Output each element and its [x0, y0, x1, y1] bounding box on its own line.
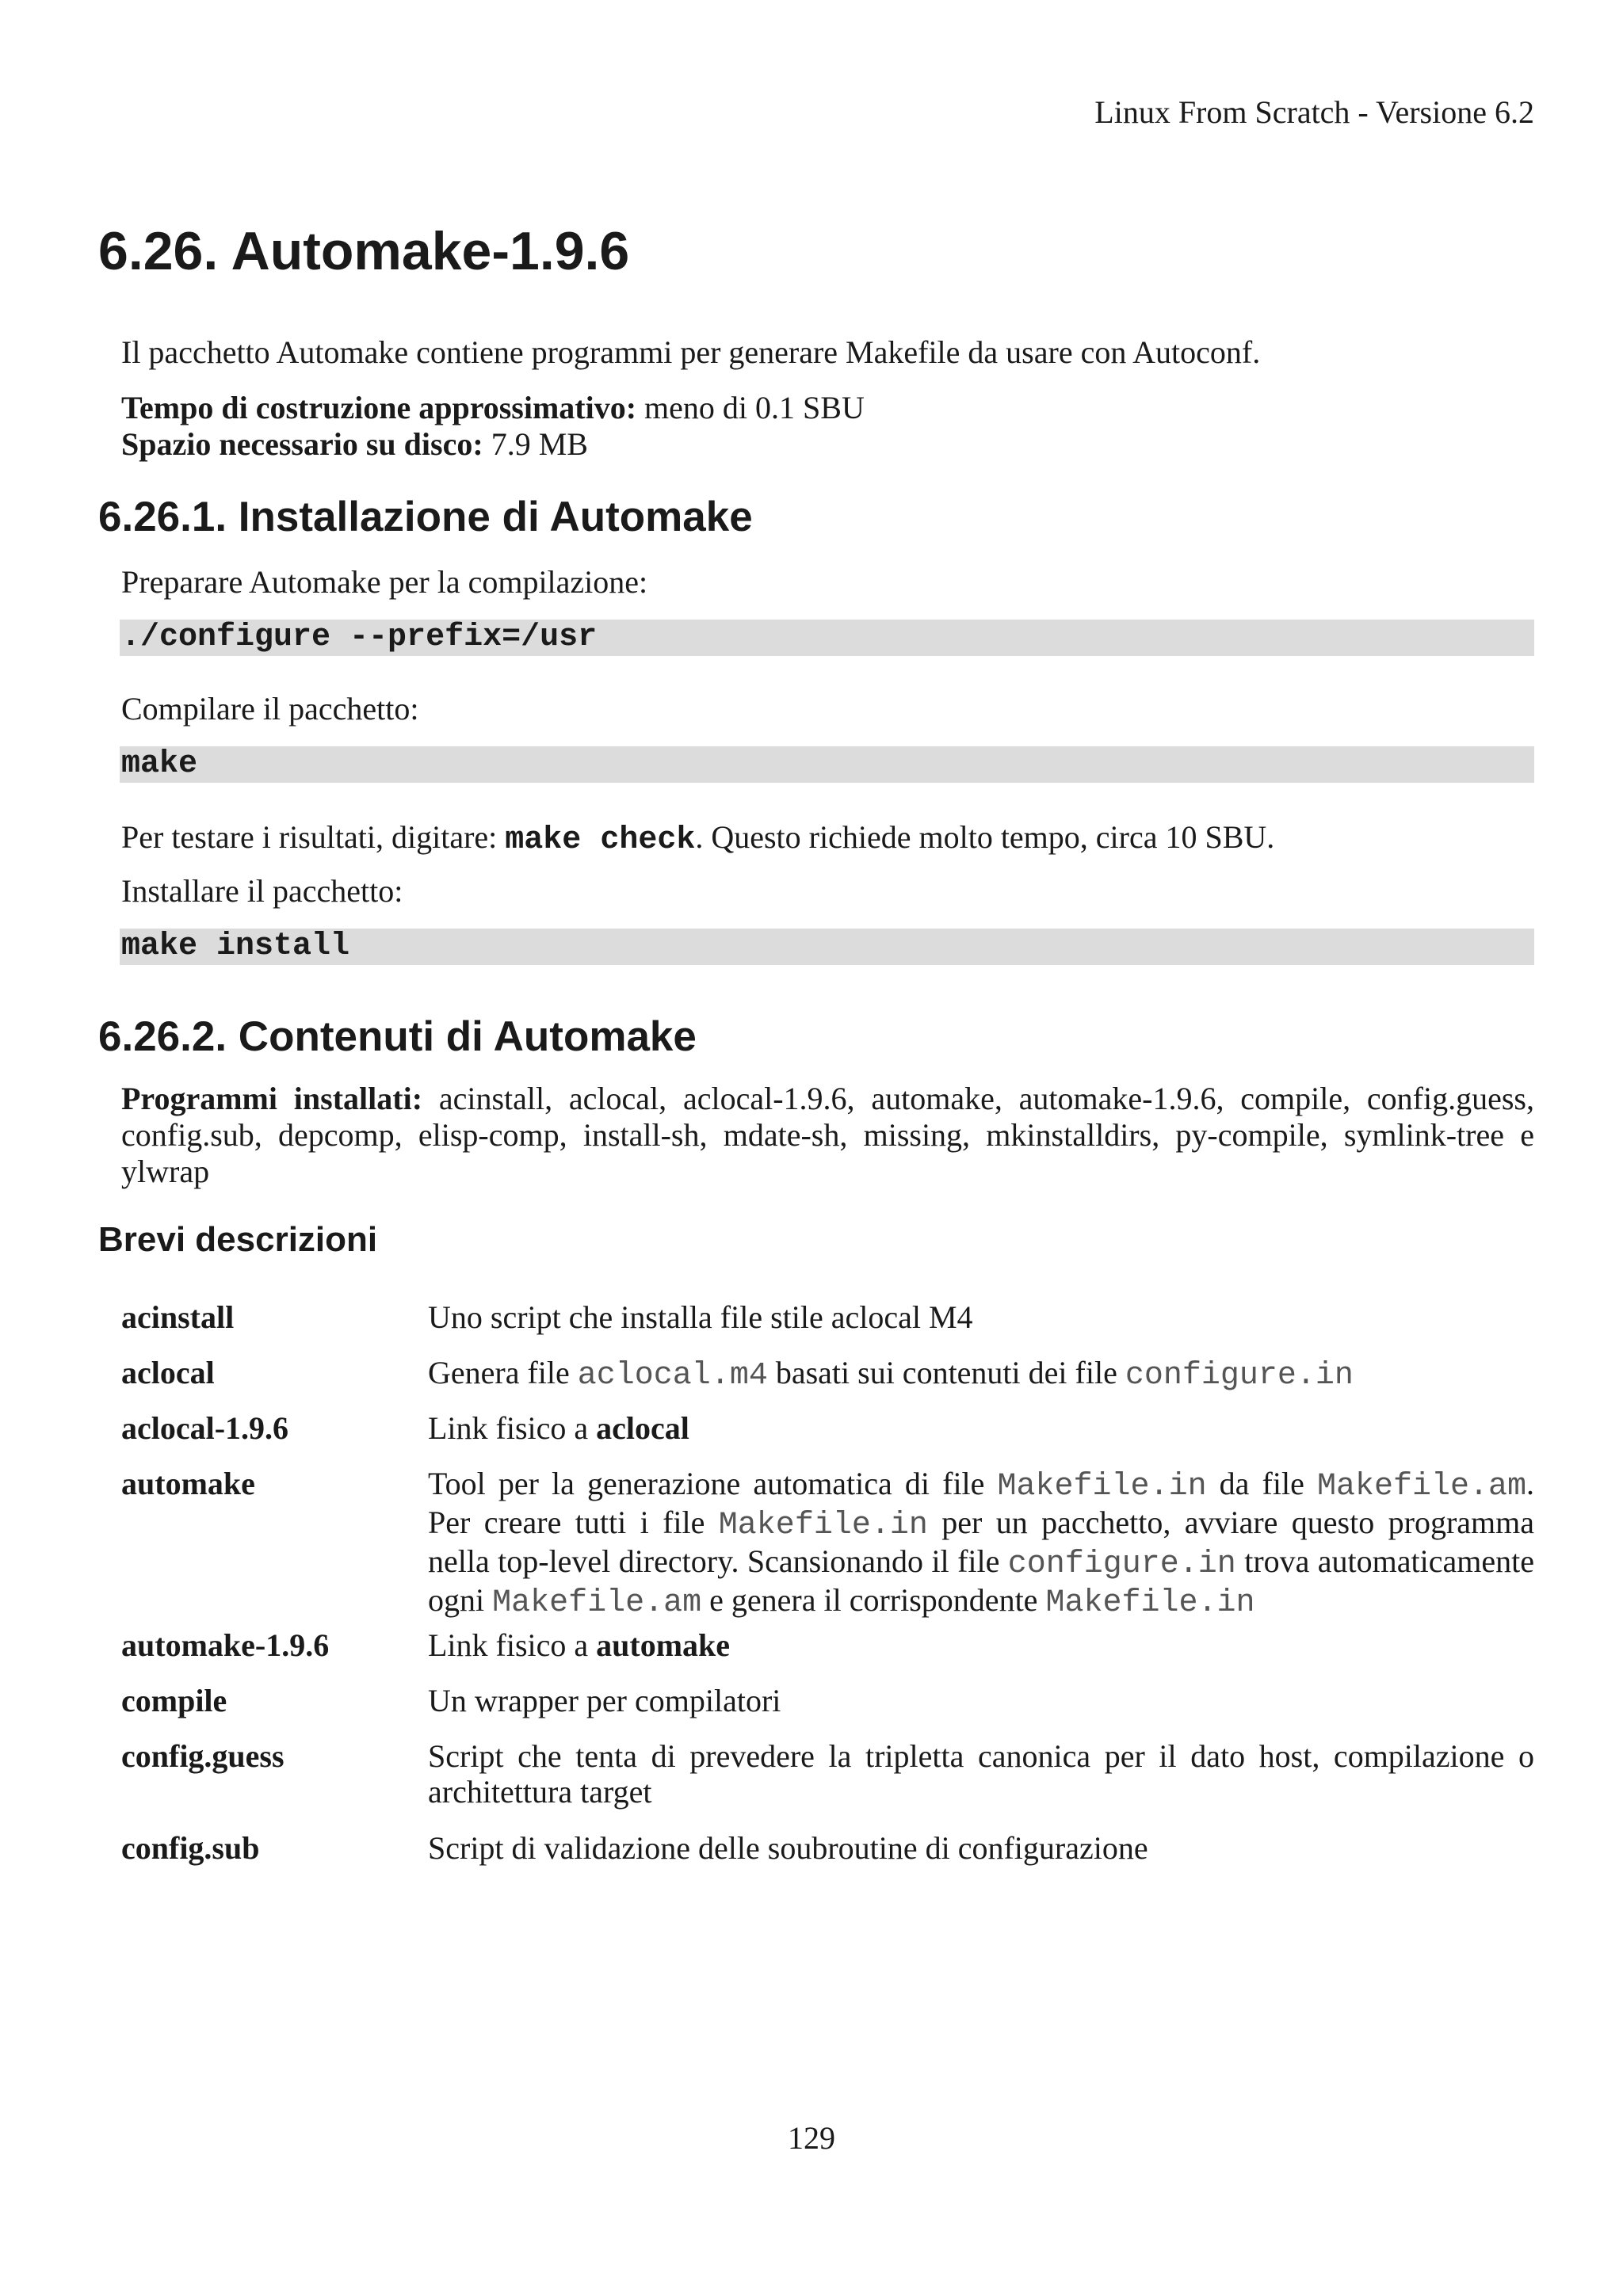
desc-text: per un pacchetto, avviare questo programma nella top-level directory. Scansionando il file [428, 1505, 1534, 1579]
desc-text: Tool per la generazione automatica di file [428, 1466, 998, 1501]
desc-text: basati sui contenuti dei file [767, 1355, 1125, 1390]
intro-description: Il pacchetto Automake contiene programmi per generare Makefile da usare con Autoconf. [121, 334, 1261, 370]
page-number: 129 [788, 2120, 835, 2156]
desc-text: Genera file [428, 1355, 578, 1390]
programs-label: Programmi installati: [121, 1081, 423, 1116]
desc-bold: automake [596, 1627, 731, 1663]
desc-def [428, 1355, 1534, 1394]
desc-term: acinstall [121, 1299, 235, 1335]
desc-term: automake-1.9.6 [121, 1627, 330, 1663]
desc-code: configure.in [1125, 1358, 1354, 1394]
build-time-value: meno di 0.1 SBU [636, 390, 865, 425]
test-text-after: . Questo richiede molto tempo, circa 10 SBU. [695, 819, 1275, 855]
test-command: make check [505, 822, 696, 858]
test-text [121, 819, 1534, 859]
desc-term: automake [121, 1466, 255, 1501]
desc-code: Makefile.am [492, 1585, 702, 1621]
desc-term: aclocal-1.9.6 [121, 1410, 289, 1446]
desc-term: compile [121, 1683, 227, 1718]
desc-text: Link fisico a [428, 1410, 597, 1446]
disk-space-value: 7.9 MB [483, 426, 588, 462]
desc-def [428, 1410, 1534, 1446]
install-command: make install [120, 929, 1534, 965]
desc-def [428, 1466, 1534, 1621]
desc-code: Makefile.am [1316, 1469, 1526, 1505]
install-text: Installare il pacchetto: [121, 873, 403, 909]
desc-def [428, 1627, 1534, 1663]
descriptions-title: Brevi descrizioni [98, 1220, 378, 1259]
build-time-label: Tempo di costruzione approssimativo: [121, 390, 637, 425]
desc-text: da file [1206, 1466, 1317, 1501]
prepare-text: Preparare Automake per la compilazione: [121, 564, 648, 600]
desc-def: Script di validazione delle soubroutine di configurazione [428, 1830, 1148, 1866]
make-command: make [120, 746, 1534, 783]
desc-def: Script che tenta di prevedere la tripletta canonica per il dato host, compilazione o architettura target [428, 1738, 1534, 1810]
desc-text: e genera il corrispondente [701, 1582, 1046, 1618]
install-section-title: 6.26.1. Installazione di Automake [98, 494, 753, 540]
compile-text: Compilare il pacchetto: [121, 691, 419, 727]
build-info [121, 390, 1534, 463]
desc-text: Link fisico a [428, 1627, 597, 1663]
programs-value: acinstall, aclocal, aclocal-1.9.6, automake, automake-1.9.6, compile, config.guess, config.sub, depcomp, elisp-comp, install-sh, mdate-sh, missing, mkinstalldirs, py-compile, symlink-tree e ylwrap [121, 1081, 1534, 1189]
desc-term: aclocal [121, 1355, 215, 1390]
desc-term: config.guess [121, 1738, 285, 1774]
test-text-before: Per testare i risultati, digitare: [121, 819, 506, 855]
desc-text: trova automaticamente ogni [428, 1543, 1534, 1618]
desc-code: Makefile.in [1045, 1585, 1255, 1621]
desc-code: Makefile.in [718, 1508, 928, 1543]
disk-space-label: Spazio necessario su disco: [121, 426, 483, 462]
configure-command: ./configure --prefix=/usr [120, 620, 1534, 656]
chapter-title: 6.26. Automake-1.9.6 [98, 221, 630, 281]
desc-code: configure.in [1007, 1547, 1236, 1582]
desc-term: config.sub [121, 1830, 260, 1866]
desc-def: Uno script che installa file stile aclocal M4 [428, 1299, 973, 1335]
desc-code: aclocal.m4 [577, 1358, 768, 1394]
desc-bold: aclocal [596, 1410, 689, 1446]
contents-section-title: 6.26.2. Contenuti di Automake [98, 1013, 697, 1060]
desc-code: Makefile.in [997, 1469, 1207, 1505]
desc-def: Un wrapper per compilatori [428, 1683, 781, 1718]
desc-text: . Per creare tutti i file [428, 1466, 1534, 1540]
installed-programs [121, 1081, 1534, 1190]
running-header: Linux From Scratch - Versione 6.2 [1094, 94, 1534, 130]
